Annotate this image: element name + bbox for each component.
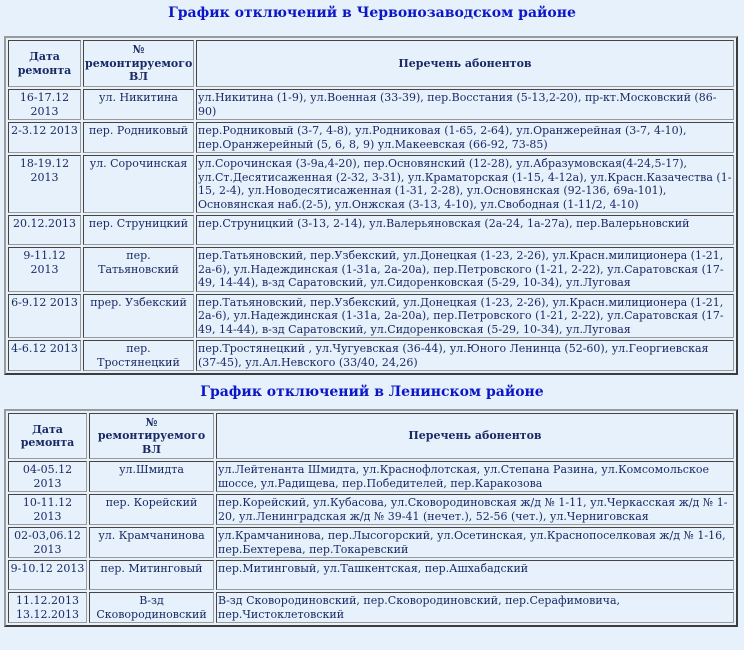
row-line: пер. Татьяновский xyxy=(83,247,194,292)
row-list: пер.Струницкий (3-13, 2-14), ул.Валерьяновская (2а-24, 1а-27а), пер.Валерьновский xyxy=(196,215,734,245)
row-date: 20.12.2013 xyxy=(8,215,81,245)
row-line: ул. Никитина xyxy=(83,89,194,120)
table-row xyxy=(8,560,734,590)
row-date: 6-9.12 2013 xyxy=(8,294,81,339)
schedule-table xyxy=(4,409,738,627)
header-line: № ремонтируемого ВЛ xyxy=(89,413,214,459)
row-line: пер. Митинговый xyxy=(89,560,214,590)
row-list: В-зд Сковородиновский, пер.Сковородиновский, пер.Серафимовича, пер.Чистоклетовский xyxy=(216,592,734,623)
row-list: ул.Крамчанинова, пер.Лысогорский, ул.Осетинская, ул.Краснопоселковая ж/д № 1-16, пер.Бехтерева, пер.Токаревский xyxy=(216,527,734,558)
row-list: ул.Лейтенанта Шмидта, ул.Краснофлотская, ул.Степана Разина, ул.Комсомольское шоссе, ул.Радищева, пер.Победителей, пер.Каракозова xyxy=(216,461,734,492)
row-line: пер. Тростянецкий xyxy=(83,340,194,371)
table-row xyxy=(8,461,734,492)
header-line: № ремонтируемого ВЛ xyxy=(83,40,194,87)
row-line: В-зд Сковородиновский xyxy=(89,592,214,623)
row-list: пер.Татьяновский, пер.Узбекский, ул.Донецкая (1-23, 2-26), ул.Красн.милиционера (1-21, 2а-6), ул.Надеждинская (1-31а, 2а-20а), пер.Петровского (1-21, 2-22), ул.Саратовская (17-49, 14-44), в-зд Саратовский, ул.Сидоренковская (5-29, 10-34), ул.Луговая xyxy=(196,247,734,292)
row-date: 9-10.12 2013 xyxy=(8,560,87,590)
header-date: Дата ремонта xyxy=(8,40,81,87)
row-date: 02-03,06.12 2013 xyxy=(8,527,87,558)
row-list: ул.Никитина (1-9), ул.Военная (33-39), пер.Восстания (5-13,2-20), пр-кт.Московский (86-90) xyxy=(196,89,734,120)
row-list: пер.Татьяновский, пер.Узбекский, ул.Донецкая (1-23, 2-26), ул.Красн.милиционера (1-21, 2а-6), ул.Надеждинская (1-31а, 2а-20а), пер.Петровского (1-21, 2-22), ул.Саратовская (17-49, 14-44), в-зд Саратовский, ул.Сидоренковская (5-29, 10-34), ул.Луговая xyxy=(196,294,734,339)
section-leninsky xyxy=(0,375,744,627)
schedule-table xyxy=(4,36,738,375)
header-list: Перечень абонентов xyxy=(216,413,734,459)
table-row xyxy=(8,215,734,245)
table-row xyxy=(8,89,734,120)
section-title: График отключений в Червонозаводском районе xyxy=(168,5,576,21)
row-date: 2-3.12 2013 xyxy=(8,122,81,153)
row-list: пер.Корейский, ул.Кубасова, ул.Сковородиновская ж/д № 1-11, ул.Черкасская ж/д № 1-20, ул.Ленинградская ж/д № 39-41 (нечет.), 52-56 (чет.), ул.Черниговская xyxy=(216,494,734,525)
table-row xyxy=(8,122,734,153)
row-date: 4-6.12 2013 xyxy=(8,340,81,371)
row-date: 9-11.12 2013 xyxy=(8,247,81,292)
table-row xyxy=(8,155,734,213)
table-header-row xyxy=(8,413,734,459)
row-line: ул. Сорочинская xyxy=(83,155,194,213)
row-line: пер. Родниковый xyxy=(83,122,194,153)
header-list: Перечень абонентов xyxy=(196,40,734,87)
row-list: пер.Митинговый, ул.Ташкентская, пер.Ашхабадский xyxy=(216,560,734,590)
row-line: ул. Крамчанинова xyxy=(89,527,214,558)
row-line: ул.Шмидта xyxy=(89,461,214,492)
table-row xyxy=(8,247,734,292)
row-date: 10-11.12 2013 xyxy=(8,494,87,525)
table-row xyxy=(8,294,734,339)
table-row xyxy=(8,527,734,558)
table-header-row xyxy=(8,40,734,87)
row-line: пер. Струницкий xyxy=(83,215,194,245)
row-date: 11.12.2013 13.12.2013 xyxy=(8,592,87,623)
row-list: пер.Родниковый (3-7, 4-8), ул.Родниковая (1-65, 2-64), ул.Оранжерейная (3-7, 4-10), пер.Оранжерейный (5, 6, 8, 9) ул.Макеевская (66-92, 73-85) xyxy=(196,122,734,153)
row-list: пер.Тростянецкий , ул.Чугуевская (36-44), ул.Юного Ленинца (52-60), ул.Георгиевская (37-45), ул.Ал.Невского (33/40, 24,26) xyxy=(196,340,734,371)
row-date: 16-17.12 2013 xyxy=(8,89,81,120)
table-row xyxy=(8,592,734,623)
row-date: 18-19.12 2013 xyxy=(8,155,81,213)
row-date: 04-05.12 2013 xyxy=(8,461,87,492)
row-list: ул.Сорочинская (3-9а,4-20), пер.Основянский (12-28), ул.Абразумовская(4-24,5-17), ул.Ст.Десятисаженная (2-32, 3-31), ул.Краматорская (1-15, 4-12а), ул.Красн.Казачества (1-15, 2-4), ул.Новодесятисаженная (1-31, 2-28), ул.Основянская (92-136, 69а-101), Основянская наб.(2-5), ул.Онжская (3-13, 4-10), ул.Свободная (1-11/2, 4-10) xyxy=(196,155,734,213)
row-line: прер. Узбекский xyxy=(83,294,194,339)
table-row xyxy=(8,340,734,371)
row-line: пер. Корейский xyxy=(89,494,214,525)
table-row xyxy=(8,494,734,525)
header-date: Дата ремонта xyxy=(8,413,87,459)
section-title: График отключений в Ленинском районе xyxy=(200,384,544,400)
